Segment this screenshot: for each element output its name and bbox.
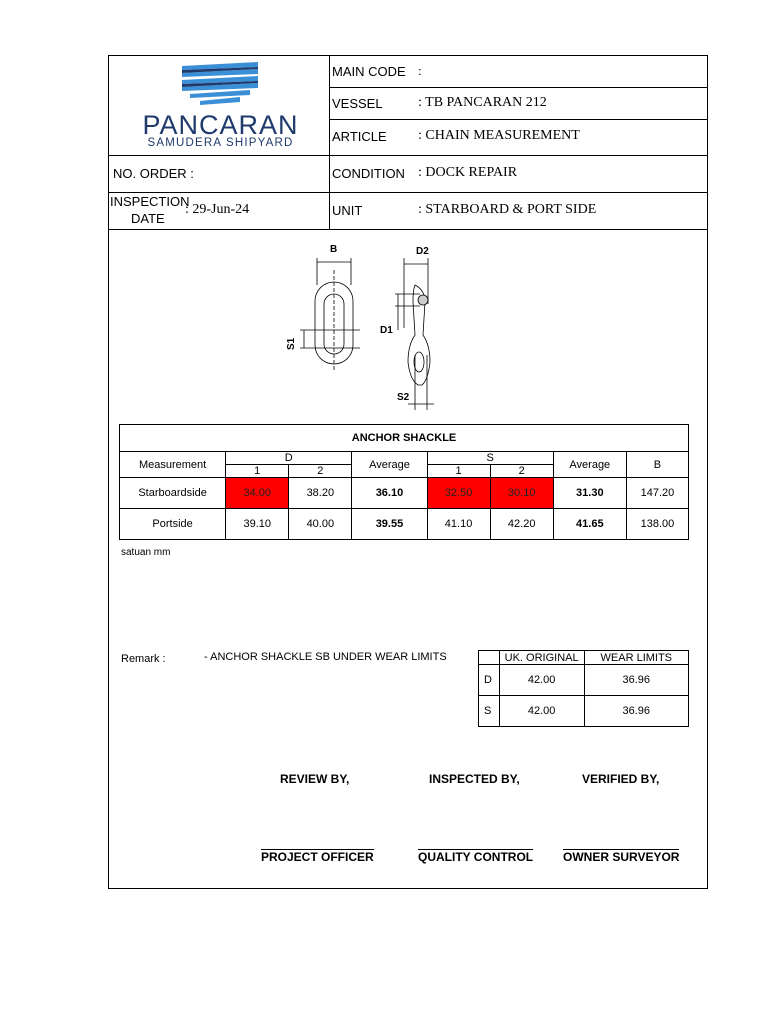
verified-by-label: VERIFIED BY, xyxy=(582,772,660,786)
remark-text: - ANCHOR SHACKLE SB UNDER WEAR LIMITS xyxy=(204,651,447,663)
remark-label: Remark : xyxy=(121,653,166,665)
limits-table xyxy=(478,650,689,727)
row-name: Portside xyxy=(120,509,226,540)
col-s-1: 1 xyxy=(427,465,490,478)
header-line xyxy=(109,229,707,230)
limits-wear: 36.96 xyxy=(584,665,688,696)
cell-s1: 32.50 xyxy=(427,478,490,509)
diagram-label-d2: D2 xyxy=(416,246,429,257)
cell-b: 138.00 xyxy=(626,509,688,540)
inspection-label: INSPECTION xyxy=(110,194,190,209)
col-d: D xyxy=(226,452,352,465)
cell-s2: 30.10 xyxy=(490,478,553,509)
project-officer-label: PROJECT OFFICER xyxy=(261,850,374,864)
unit-value: : STARBOARD & PORT SIDE xyxy=(418,202,597,217)
header-divider-vertical xyxy=(329,56,330,229)
company-logo-icon xyxy=(180,60,260,110)
header-line xyxy=(329,87,707,88)
col-d-1: 1 xyxy=(226,465,289,478)
vessel-label: VESSEL xyxy=(332,96,383,111)
measurement-table-container xyxy=(119,424,689,540)
col-d-average: Average xyxy=(352,452,427,478)
cell-d2: 40.00 xyxy=(289,509,352,540)
cell-s2: 42.20 xyxy=(490,509,553,540)
col-uk-original: UK. ORIGINAL xyxy=(499,651,584,665)
article-value: : CHAIN MEASUREMENT xyxy=(418,128,580,143)
quality-control-label: QUALITY CONTROL xyxy=(418,850,534,864)
measurement-table xyxy=(119,424,689,540)
limits-wear: 36.96 xyxy=(584,696,688,727)
header-line xyxy=(109,155,707,156)
row-name: Starboardside xyxy=(120,478,226,509)
diagram-label-d1: D1 xyxy=(380,325,393,336)
cell-d1: 34.00 xyxy=(226,478,289,509)
table-row xyxy=(120,478,689,509)
measurement-table-title: ANCHOR SHACKLE xyxy=(120,425,689,452)
header-line xyxy=(329,119,707,120)
col-s: S xyxy=(427,452,553,465)
col-d-2: 2 xyxy=(289,465,352,478)
limits-table-container xyxy=(478,650,689,727)
col-b: B xyxy=(626,452,688,478)
main-code-label: MAIN CODE xyxy=(332,64,406,79)
company-name: PANCARAN xyxy=(142,110,299,140)
cell-b: 147.20 xyxy=(626,478,688,509)
inspection-date-label: DATE xyxy=(131,211,165,226)
cell-d2: 38.20 xyxy=(289,478,352,509)
limits-row-name: S xyxy=(479,696,500,727)
inspected-by-label: INSPECTED BY, xyxy=(429,772,520,786)
shackle-pin-section xyxy=(418,295,428,305)
header-divider-vertical-right xyxy=(707,56,708,229)
limits-original: 42.00 xyxy=(499,665,584,696)
diagram-label-b: B xyxy=(330,244,338,255)
cell-d-avg: 39.55 xyxy=(352,509,427,540)
vessel-value: : TB PANCARAN 212 xyxy=(418,95,547,110)
owner-surveyor-label: OWNER SURVEYOR xyxy=(563,850,680,864)
main-code-value: : xyxy=(418,63,422,78)
diagram-label-s2: S2 xyxy=(397,392,410,403)
cell-d-avg: 36.10 xyxy=(352,478,427,509)
limits-row-name: D xyxy=(479,665,500,696)
article-label: ARTICLE xyxy=(332,129,387,144)
table-row xyxy=(479,696,689,727)
company-subtitle: SAMUDERA SHIPYARD xyxy=(147,137,294,149)
header-line xyxy=(109,192,707,193)
table-row xyxy=(479,665,689,696)
inspection-date-value: : 29-Jun-24 xyxy=(185,202,250,217)
cell-d1: 39.10 xyxy=(226,509,289,540)
cell-s1: 41.10 xyxy=(427,509,490,540)
shackle-diagram xyxy=(280,240,450,410)
col-s-average: Average xyxy=(553,452,626,478)
diagram-label-s1: S1 xyxy=(286,337,297,350)
review-by-label: REVIEW BY, xyxy=(280,772,350,786)
unit-label: UNIT xyxy=(332,203,363,218)
condition-value: : DOCK REPAIR xyxy=(418,165,518,180)
no-order-label: NO. ORDER : xyxy=(113,166,194,181)
shackle-eye xyxy=(414,352,424,372)
unit-note: satuan mm xyxy=(121,547,171,558)
condition-label: CONDITION xyxy=(332,166,405,181)
cell-s-avg: 31.30 xyxy=(553,478,626,509)
limits-corner xyxy=(479,651,500,665)
table-row xyxy=(120,509,689,540)
col-measurement: Measurement xyxy=(120,452,226,478)
limits-original: 42.00 xyxy=(499,696,584,727)
col-s-2: 2 xyxy=(490,465,553,478)
col-wear-limits: WEAR LIMITS xyxy=(584,651,688,665)
cell-s-avg: 41.65 xyxy=(553,509,626,540)
